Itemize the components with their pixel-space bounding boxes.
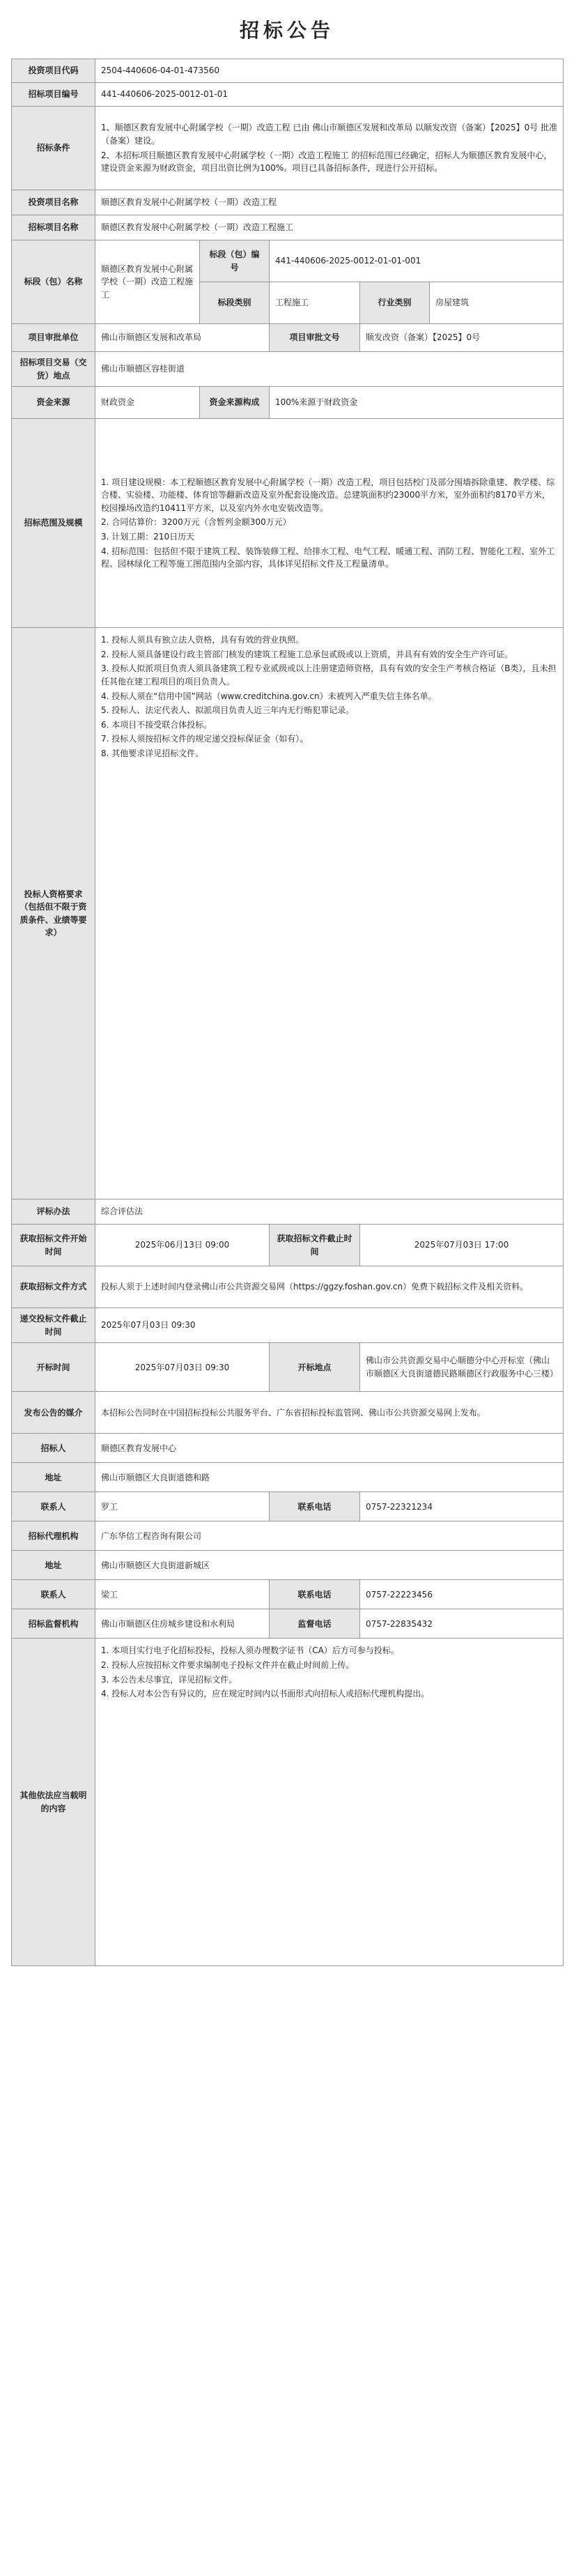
doc-end: 2025年07月03日 17:00 <box>360 1225 564 1266</box>
other-line: 1. 本项目实行电子化招标投标，投标人须办理数字证书（CA）后方可参与投标。 <box>101 1646 399 1656</box>
row-project-code <box>12 59 564 83</box>
opening-time: 2025年07月03日 09:30 <box>95 1343 270 1392</box>
row-opening <box>12 1343 564 1392</box>
contact-value: 梁工 <box>95 1580 270 1609</box>
value: 2504-440606-04-01-473560 <box>95 59 564 83</box>
value: 顺德区教育发展中心 <box>95 1434 564 1463</box>
scope-line: 4. 招标范围：包括但不限于建筑工程、装饰装修工程、给排水工程、电气工程、暖通工程、消防工程、智能化工程、室外工程、园林绿化工程等施工图范围内全部内容，具体详见招标文件及工程量清单。 <box>101 546 555 569</box>
contact-label: 联系人 <box>12 1580 95 1609</box>
value: 顺德区教育发展中心附属学校（一期）改造工程施工 <box>95 215 564 240</box>
row-approval <box>12 324 564 352</box>
row-agency-address <box>12 1551 564 1580</box>
scope-line: 3. 计划工期：210日历天 <box>101 531 195 542</box>
row-doc-time <box>12 1225 564 1266</box>
row-tender-project-code <box>12 83 564 107</box>
value <box>95 107 564 190</box>
phone-value: 0757-22321234 <box>360 1492 564 1521</box>
other-line: 2. 投标人应按招标文件要求编制电子投标文件并在截止时间前上传。 <box>101 1659 355 1670</box>
section-class-label: 标段类别 <box>200 282 270 324</box>
label: 招标代理机构 <box>12 1521 95 1551</box>
opening-place: 佛山市公共资源交易中心顺德分中心开标室（佛山市顺德区大良街道德民路顺德区行政服务中心三楼） <box>360 1343 564 1392</box>
phone-value: 0757-22835432 <box>360 1609 564 1639</box>
section-no-label: 标段（包）编号 <box>200 240 270 282</box>
value: 广东华信工程咨询有限公司 <box>95 1521 564 1551</box>
contact-label: 联系人 <box>12 1492 95 1521</box>
label: 招标项目名称 <box>12 215 95 240</box>
row-scope <box>12 419 564 628</box>
value: 佛山市顺德区大良街道新城区 <box>95 1551 564 1580</box>
approval-unit: 佛山市顺德区发展和改革局 <box>95 324 270 352</box>
section-class: 工程施工 <box>270 282 360 324</box>
label: 项目审批单位 <box>12 324 95 352</box>
notice-table <box>11 59 564 1966</box>
value: 顺德区教育发展中心附属学校（一期）改造工程 <box>95 190 564 215</box>
row-agency <box>12 1521 564 1551</box>
value: 佛山市顺德区大良街道德和路 <box>95 1463 564 1492</box>
label: 其他依法应当载明的内容 <box>12 1639 95 1966</box>
row-review-method <box>12 1199 564 1225</box>
row-tenderer <box>12 1434 564 1463</box>
other-line: 4. 投标人对本公告有异议的，应在规定时间内以书面形式向招标人或招标代理机构提出。 <box>101 1689 430 1699</box>
value: 佛山市顺德区容桂街道 <box>95 352 564 387</box>
label: 招标范围及规模 <box>12 419 95 628</box>
label: 地址 <box>12 1463 95 1492</box>
funds-value: 财政资金 <box>95 387 200 419</box>
label: 投标人资格要求（包括但不限于资质条件、业绩等要求） <box>12 628 95 1199</box>
label: 投资项目名称 <box>12 190 95 215</box>
label: 评标办法 <box>12 1199 95 1225</box>
other-line: 3. 本公告未尽事宜，详见招标文件。 <box>101 1674 238 1685</box>
scope-line: 1. 项目建设规模：本工程顺德区教育发展中心附属学校（一期）改造工程，项目包括校门及部分围墙拆除重建、教学楼、综合楼、实验楼、功能楼、体育馆等翻新改造及室外配套设施改造。总建筑面积约23000平方米，室外面积约8170平方米，校园操场改造约10411平方米，以及室内外水电安装改造等。 <box>101 477 555 513</box>
doc-start: 2025年06月13日 09:00 <box>95 1225 270 1266</box>
row-agency-contact <box>12 1580 564 1609</box>
row-project-name <box>12 190 564 215</box>
label: 投资项目代码 <box>12 59 95 83</box>
value: 佛山市顺德区住房城乡建设和水利局 <box>95 1609 270 1639</box>
condition-line: 1、顺德区教育发展中心附属学校（一期）改造工程 已由 佛山市顺德区发展和改革局 以顺发改资（备案）【2025】0号 批准（备案）建设。 <box>101 123 558 146</box>
label: 发布公告的媒介 <box>12 1392 95 1434</box>
approval-doc-label: 项目审批文号 <box>270 324 360 352</box>
value: 综合评估法 <box>95 1199 564 1225</box>
qualification-line: 4. 投标人须在“信用中国”网站（www.creditchina.gov.cn）未被列入严重失信主体名单。 <box>101 691 437 701</box>
qualification-line: 1. 投标人须具有独立法人资格，具有有效的营业执照。 <box>101 635 304 645</box>
label: 招标项目交易（交货）地点 <box>12 352 95 387</box>
label: 递交投标文件截止时间 <box>12 1308 95 1343</box>
label: 获取招标文件方式 <box>12 1266 95 1308</box>
row-other <box>12 1639 564 1966</box>
label: 资金来源 <box>12 387 95 419</box>
row-submit-deadline <box>12 1308 564 1343</box>
row-tenderer-address <box>12 1463 564 1492</box>
contact-value: 罗工 <box>95 1492 270 1521</box>
condition-line: 2、本招标项目顺德区教育发展中心附属学校（一期）改造工程施工 的招标范围已经确定，招标人为顺德区教育发展中心，建设资金来源为财政资金，项目出资比例为100%。项目已具备招标条件，现进行公开招标。 <box>101 150 552 174</box>
phone-label: 监督电话 <box>270 1609 360 1639</box>
phone-value: 0757-22223456 <box>360 1580 564 1609</box>
qualification-line: 7. 投标人须按招标文件的规定递交投标保证金（如有）。 <box>101 734 309 744</box>
qualification-line: 5. 投标人、法定代表人、拟派项目负责人近三年内无行贿犯罪记录。 <box>101 705 355 716</box>
doc-start-label: 获取招标文件开始时间 <box>12 1225 95 1266</box>
opening-label: 开标时间 <box>12 1343 95 1392</box>
row-bid-conditions <box>12 107 564 190</box>
page-title: 招标公告 <box>239 19 334 42</box>
label: 招标项目编号 <box>12 83 95 107</box>
row-funds <box>12 387 564 419</box>
qualification-line: 8. 其他要求详见招标文件。 <box>101 748 204 758</box>
value <box>95 419 564 628</box>
value <box>95 628 564 1199</box>
value: 投标人须于上述时间内登录佛山市公共资源交易网（https://ggzy.foshan.gov.cn）免费下载招标文件及相关资料。 <box>95 1266 564 1308</box>
value: 441-440606-2025-0012-01-01 <box>95 83 564 107</box>
value: 2025年07月03日 09:30 <box>95 1308 564 1343</box>
row-location <box>12 352 564 387</box>
phone-label: 联系电话 <box>270 1492 360 1521</box>
label: 招标人 <box>12 1434 95 1463</box>
industry-label: 行业类别 <box>360 282 430 324</box>
funds-ratio-label: 资金来源构成 <box>200 387 270 419</box>
industry-value: 房屋建筑 <box>430 282 564 324</box>
section-name: 顺德区教育发展中心附属学校（一期）改造工程施工 <box>95 240 200 324</box>
row-supervision <box>12 1609 564 1639</box>
label: 标段（包）名称 <box>12 240 95 324</box>
row-tenderer-contact <box>12 1492 564 1521</box>
row-section <box>12 240 564 282</box>
row-tender-project-name <box>12 215 564 240</box>
doc-end-label: 获取招标文件截止时间 <box>270 1225 360 1266</box>
label: 招标条件 <box>12 107 95 190</box>
funds-ratio: 100%来源于财政资金 <box>270 387 564 419</box>
label: 招标监督机构 <box>12 1609 95 1639</box>
approval-doc: 顺发改资（备案）【2025】0号 <box>360 324 564 352</box>
scope-line: 2. 合同估算价：3200万元（含暂列金额300万元） <box>101 517 291 528</box>
row-doc-way <box>12 1266 564 1308</box>
value: 本招标公告同时在中国招标投标公共服务平台、广东省招标投标监管网、佛山市公共资源交易网上发布。 <box>95 1392 564 1434</box>
qualification-line: 6. 本项目不接受联合体投标。 <box>101 719 212 730</box>
qualification-line: 3. 投标人拟派项目负责人须具备建筑工程专业贰级或以上注册建造师资格，具有有效的安全生产考核合格证（B类），且未担任其他在建工程项目的项目负责人。 <box>101 664 557 687</box>
row-qualification <box>12 628 564 1199</box>
opening-place-label: 开标地点 <box>270 1343 360 1392</box>
section-no: 441-440606-2025-0012-01-01-001 <box>270 240 564 282</box>
row-media <box>12 1392 564 1434</box>
qualification-line: 2. 投标人须具备建设行政主管部门核发的建筑工程施工总承包贰级或以上资质，并具有有效的安全生产许可证。 <box>101 649 513 659</box>
value <box>95 1639 564 1966</box>
label: 地址 <box>12 1551 95 1580</box>
phone-label: 联系电话 <box>270 1580 360 1609</box>
